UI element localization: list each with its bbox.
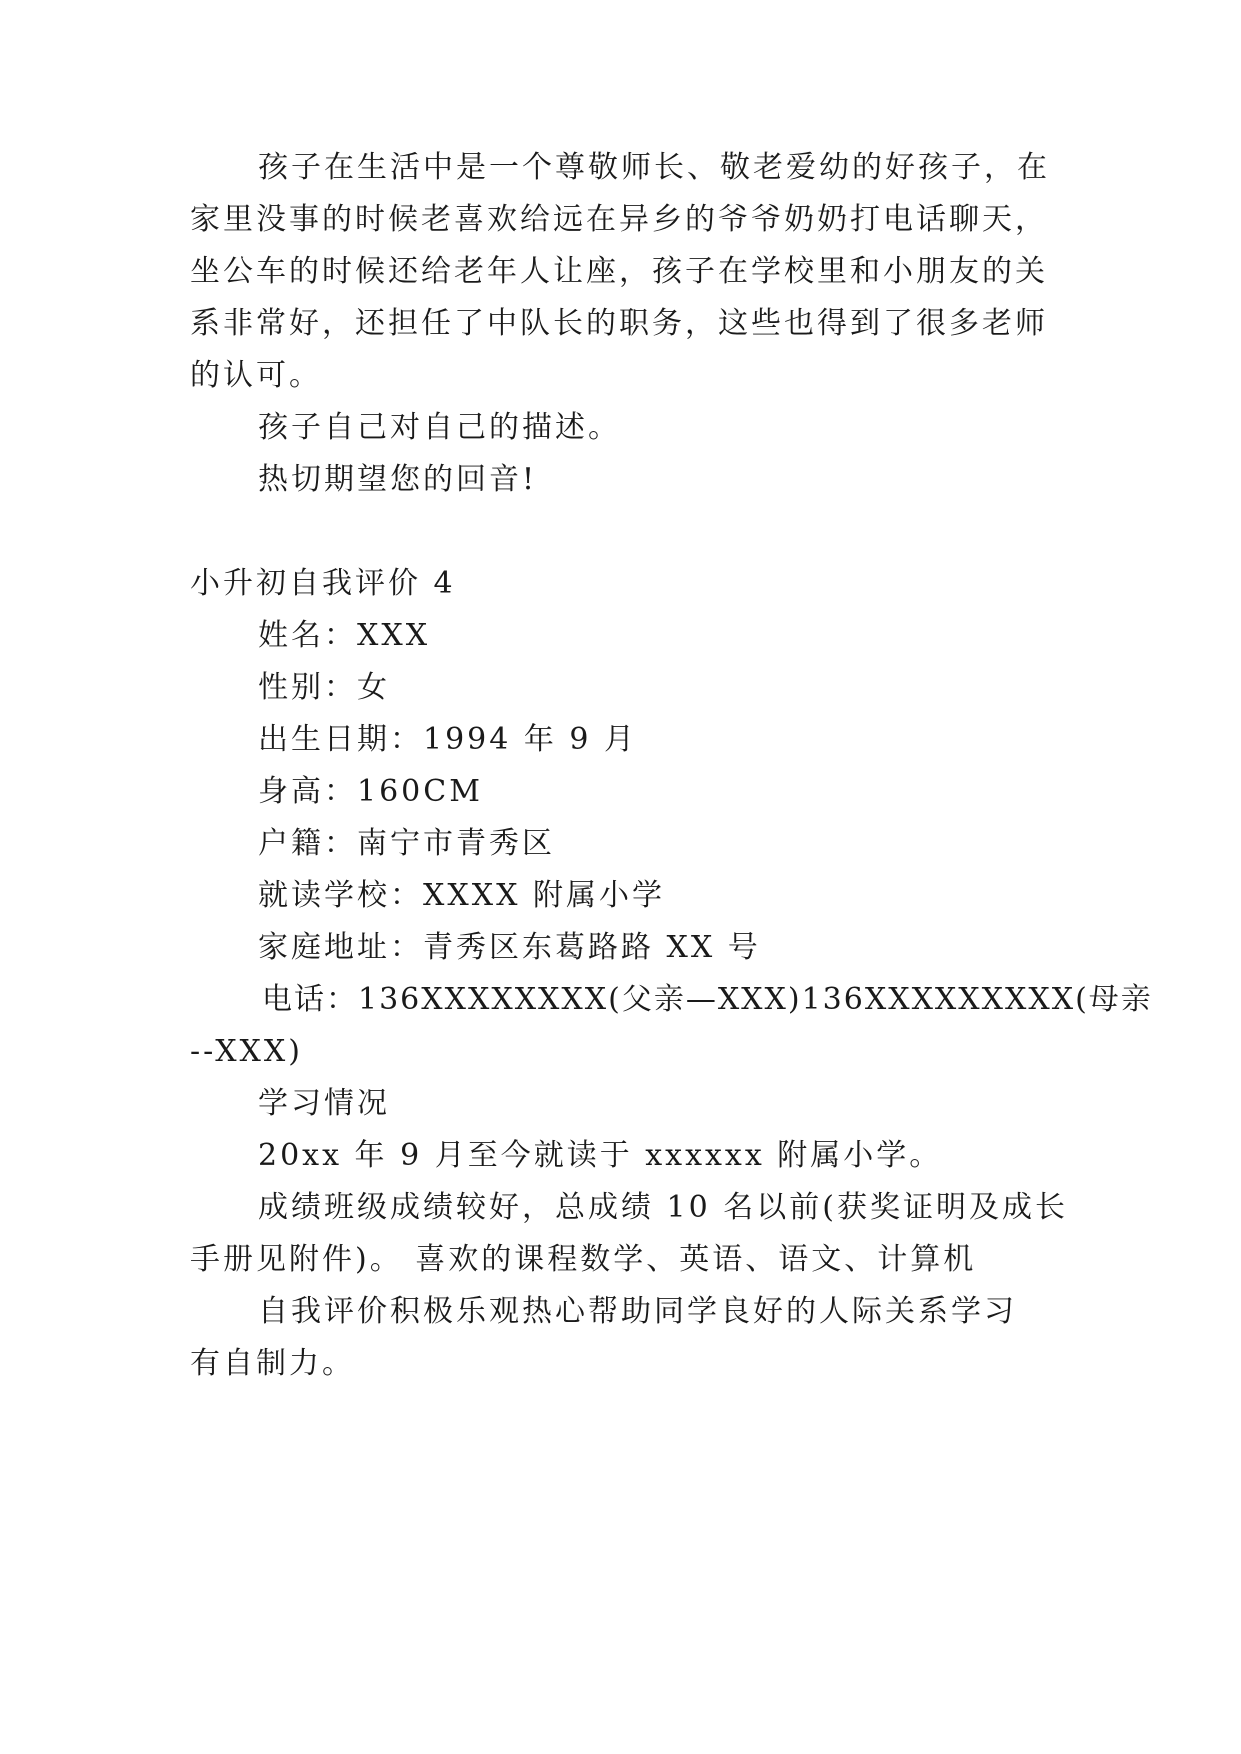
profile-name: 姓名：XXX: [258, 618, 431, 653]
paragraph-closing: 热切期望您的回音!: [258, 462, 538, 497]
study-enroll: 20xx 年 9 月至今就读于 xxxxxx 附属小学。: [258, 1138, 943, 1173]
paragraph-description: 孩子自己对自己的描述。: [258, 410, 621, 445]
profile-hukou: 户籍：南宁市青秀区: [258, 826, 555, 861]
profile-address: 家庭地址：青秀区东葛路路 XX 号: [258, 930, 761, 965]
paragraph-line: 孩子在生活中是一个尊敬师长、敬老爱幼的好孩子，在: [258, 150, 1050, 185]
profile-height: 身高：160CM: [258, 774, 483, 809]
paragraph-line: 系非常好，还担任了中队长的职务，这些也得到了很多老师: [190, 306, 1048, 341]
study-self-eval-line: 有自制力。: [190, 1346, 355, 1381]
profile-gender: 性别：女: [258, 670, 390, 705]
profile-birth: 出生日期：1994 年 9 月: [258, 722, 638, 757]
profile-school: 就读学校：XXXX 附属小学: [258, 878, 665, 913]
study-grades-line: 成绩班级成绩较好，总成绩 10 名以前(获奖证明及成长: [258, 1190, 1068, 1225]
study-grades-line: 手册见附件)。 喜欢的课程数学、英语、语文、计算机: [190, 1242, 977, 1277]
paragraph-line: 家里没事的时候老喜欢给远在异乡的爷爷奶奶打电话聊天，: [190, 202, 1048, 237]
profile-phone-line: --XXX): [190, 1034, 303, 1069]
study-heading: 学习情况: [258, 1086, 390, 1121]
study-self-eval-line: 自我评价积极乐观热心帮助同学良好的人际关系学习: [258, 1294, 1017, 1329]
paragraph-line: 的认可。: [190, 358, 322, 393]
paragraph-line: 坐公车的时候还给老年人让座，孩子在学校里和小朋友的关: [190, 254, 1048, 289]
section-title: 小升初自我评价 4: [190, 566, 456, 601]
profile-phone-line: 电话：136XXXXXXXX(父亲—XXX)136XXXXXXXXX(母亲: [262, 982, 1153, 1017]
